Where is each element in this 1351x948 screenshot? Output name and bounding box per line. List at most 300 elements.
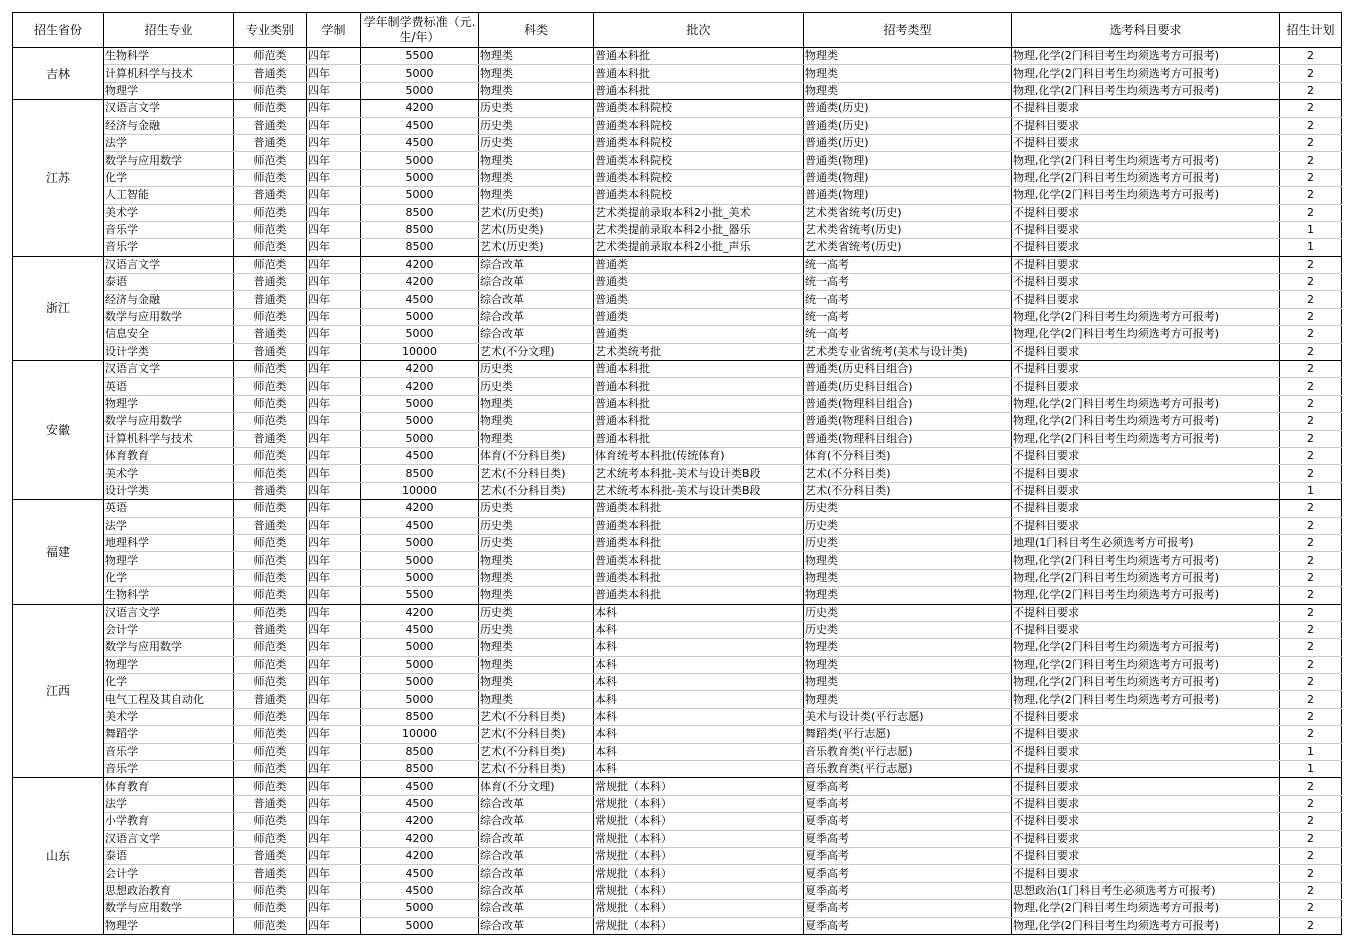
batch-cell: 普通本科批	[594, 430, 804, 447]
batch-cell: 本科	[594, 604, 804, 621]
subject-category-cell: 历史类	[479, 534, 594, 551]
table-row	[13, 239, 1342, 256]
tuition-cell: 8500	[361, 761, 479, 778]
tuition-cell: 4200	[361, 361, 479, 378]
batch-cell: 普通本科批	[594, 48, 804, 65]
tuition-cell: 4200	[361, 500, 479, 517]
duration-cell: 四年	[307, 187, 361, 204]
subject-requirement-cell: 物理,化学(2门科目考生均须选考方可报考)	[1012, 691, 1280, 708]
major-category-cell: 师范类	[234, 378, 307, 395]
major-cell: 泰语	[104, 274, 234, 291]
duration-cell: 四年	[307, 847, 361, 864]
subject-category-cell: 物理类	[479, 82, 594, 99]
major-category-cell: 师范类	[234, 552, 307, 569]
duration-cell: 四年	[307, 413, 361, 430]
batch-cell: 普通本科批	[594, 378, 804, 395]
subject-category-cell: 物理类	[479, 395, 594, 412]
batch-cell: 本科	[594, 621, 804, 638]
subject-requirement-cell: 不提科目要求	[1012, 100, 1280, 117]
tuition-cell: 5000	[361, 674, 479, 691]
major-category-cell: 普通类	[234, 517, 307, 534]
major-category-cell: 普通类	[234, 691, 307, 708]
batch-cell: 本科	[594, 674, 804, 691]
table-row	[13, 361, 1342, 378]
exam-type-cell: 舞蹈类(平行志愿)	[804, 726, 1012, 743]
table-row	[13, 500, 1342, 517]
major-category-cell: 师范类	[234, 708, 307, 725]
table-row	[13, 430, 1342, 447]
subject-category-cell: 艺术(不分科目类)	[479, 482, 594, 499]
duration-cell: 四年	[307, 239, 361, 256]
subject-requirement-cell: 物理,化学(2门科目考生均须选考方可报考)	[1012, 82, 1280, 99]
major-cell: 思想政治教育	[104, 882, 234, 899]
subject-requirement-cell: 不提科目要求	[1012, 239, 1280, 256]
batch-cell: 常规批（本科）	[594, 830, 804, 847]
exam-type-cell: 普通类(物理)	[804, 152, 1012, 169]
duration-cell: 四年	[307, 778, 361, 795]
duration-cell: 四年	[307, 447, 361, 464]
table-row	[13, 587, 1342, 604]
batch-cell: 本科	[594, 708, 804, 725]
exam-type-cell: 艺术类省统考(历史)	[804, 239, 1012, 256]
subject-category-cell: 物理类	[479, 430, 594, 447]
major-category-cell: 普通类	[234, 117, 307, 134]
enrollment-plan-cell: 2	[1280, 169, 1342, 186]
major-category-cell: 师范类	[234, 221, 307, 238]
major-category-cell: 普通类	[234, 274, 307, 291]
major-cell: 汉语言文学	[104, 604, 234, 621]
subject-requirement-cell: 不提科目要求	[1012, 708, 1280, 725]
major-cell: 体育教育	[104, 447, 234, 464]
subject-category-cell: 历史类	[479, 134, 594, 151]
tuition-cell: 5000	[361, 152, 479, 169]
enrollment-plan-cell: 2	[1280, 795, 1342, 812]
major-category-cell: 普通类	[234, 621, 307, 638]
subject-requirement-cell: 物理,化学(2门科目考生均须选考方可报考)	[1012, 308, 1280, 325]
subject-requirement-cell: 地理(1门科目考生必须选考方可报考)	[1012, 534, 1280, 551]
table-row	[13, 917, 1342, 934]
major-category-cell: 师范类	[234, 500, 307, 517]
subject-category-cell: 物理类	[479, 656, 594, 673]
duration-cell: 四年	[307, 291, 361, 308]
subject-requirement-cell: 不提科目要求	[1012, 361, 1280, 378]
enrollment-plan-cell: 2	[1280, 204, 1342, 221]
major-cell: 计算机科学与技术	[104, 430, 234, 447]
exam-type-cell: 物理类	[804, 656, 1012, 673]
enrollment-plan-cell: 2	[1280, 830, 1342, 847]
subject-category-cell: 艺术(历史类)	[479, 239, 594, 256]
major-cell: 生物科学	[104, 587, 234, 604]
major-cell: 化学	[104, 674, 234, 691]
major-cell: 美术学	[104, 708, 234, 725]
tuition-cell: 4200	[361, 830, 479, 847]
major-category-cell: 师范类	[234, 882, 307, 899]
tuition-cell: 8500	[361, 221, 479, 238]
subject-category-cell: 物理类	[479, 413, 594, 430]
batch-cell: 艺术统考本科批-美术与设计类B段	[594, 465, 804, 482]
subject-requirement-cell: 不提科目要求	[1012, 204, 1280, 221]
tuition-cell: 4200	[361, 256, 479, 273]
subject-category-cell: 体育(不分科目类)	[479, 447, 594, 464]
batch-cell: 艺术统考本科批-美术与设计类B段	[594, 482, 804, 499]
subject-category-cell: 历史类	[479, 517, 594, 534]
enrollment-plan-cell: 2	[1280, 447, 1342, 464]
major-cell: 法学	[104, 517, 234, 534]
subject-category-cell: 综合改革	[479, 917, 594, 934]
subject-requirement-cell: 不提科目要求	[1012, 482, 1280, 499]
duration-cell: 四年	[307, 656, 361, 673]
subject-requirement-cell: 物理,化学(2门科目考生均须选考方可报考)	[1012, 48, 1280, 65]
enrollment-plan-cell: 2	[1280, 621, 1342, 638]
exam-type-cell: 历史类	[804, 534, 1012, 551]
batch-cell: 本科	[594, 691, 804, 708]
duration-cell: 四年	[307, 48, 361, 65]
subject-category-cell: 综合改革	[479, 274, 594, 291]
tuition-cell: 5000	[361, 430, 479, 447]
table-row	[13, 82, 1342, 99]
exam-type-cell: 艺术(不分科目类)	[804, 465, 1012, 482]
major-category-cell: 师范类	[234, 778, 307, 795]
subject-requirement-cell: 物理,化学(2门科目考生均须选考方可报考)	[1012, 587, 1280, 604]
col-header-exam-type: 招考类型	[804, 13, 1012, 48]
tuition-cell: 4500	[361, 865, 479, 882]
col-header-enrollment-plan: 招生计划	[1280, 13, 1342, 48]
enrollment-plan-cell: 2	[1280, 534, 1342, 551]
tuition-cell: 8500	[361, 743, 479, 760]
batch-cell: 本科	[594, 761, 804, 778]
subject-category-cell: 综合改革	[479, 900, 594, 917]
admission-plan-table	[12, 12, 1342, 935]
major-cell: 小学教育	[104, 813, 234, 830]
duration-cell: 四年	[307, 534, 361, 551]
batch-cell: 常规批（本科）	[594, 813, 804, 830]
subject-category-cell: 艺术(历史类)	[479, 221, 594, 238]
major-cell: 法学	[104, 795, 234, 812]
subject-category-cell: 艺术(不分科目类)	[479, 708, 594, 725]
table-row	[13, 726, 1342, 743]
major-cell: 计算机科学与技术	[104, 65, 234, 82]
subject-category-cell: 物理类	[479, 169, 594, 186]
subject-category-cell: 物理类	[479, 569, 594, 586]
enrollment-plan-cell: 2	[1280, 134, 1342, 151]
table-row	[13, 65, 1342, 82]
duration-cell: 四年	[307, 100, 361, 117]
major-category-cell: 师范类	[234, 813, 307, 830]
duration-cell: 四年	[307, 152, 361, 169]
major-category-cell: 普通类	[234, 134, 307, 151]
admission-plan-sheet	[12, 12, 1342, 935]
major-category-cell: 师范类	[234, 395, 307, 412]
subject-requirement-cell: 不提科目要求	[1012, 795, 1280, 812]
exam-type-cell: 历史类	[804, 604, 1012, 621]
exam-type-cell: 音乐教育类(平行志愿)	[804, 743, 1012, 760]
enrollment-plan-cell: 2	[1280, 882, 1342, 899]
enrollment-plan-cell: 2	[1280, 691, 1342, 708]
col-header-tuition: 学年制学费标准（元.生/年）	[361, 13, 479, 48]
province-cell: 山东	[13, 778, 104, 935]
duration-cell: 四年	[307, 343, 361, 360]
duration-cell: 四年	[307, 378, 361, 395]
subject-requirement-cell: 不提科目要求	[1012, 726, 1280, 743]
tuition-cell: 5000	[361, 656, 479, 673]
major-category-cell: 师范类	[234, 100, 307, 117]
enrollment-plan-cell: 2	[1280, 604, 1342, 621]
subject-requirement-cell: 不提科目要求	[1012, 221, 1280, 238]
duration-cell: 四年	[307, 726, 361, 743]
enrollment-plan-cell: 1	[1280, 221, 1342, 238]
subject-requirement-cell: 物理,化学(2门科目考生均须选考方可报考)	[1012, 413, 1280, 430]
major-cell: 音乐学	[104, 761, 234, 778]
table-row	[13, 308, 1342, 325]
batch-cell: 普通本科批	[594, 395, 804, 412]
batch-cell: 艺术类提前录取本科2小批_声乐	[594, 239, 804, 256]
tuition-cell: 5000	[361, 569, 479, 586]
exam-type-cell: 普通类(物理)	[804, 169, 1012, 186]
major-category-cell: 师范类	[234, 82, 307, 99]
exam-type-cell: 艺术(不分科目类)	[804, 482, 1012, 499]
subject-requirement-cell: 不提科目要求	[1012, 378, 1280, 395]
tuition-cell: 5000	[361, 308, 479, 325]
subject-requirement-cell: 不提科目要求	[1012, 761, 1280, 778]
table-row	[13, 639, 1342, 656]
batch-cell: 艺术类提前录取本科2小批_美术	[594, 204, 804, 221]
enrollment-plan-cell: 2	[1280, 726, 1342, 743]
subject-category-cell: 综合改革	[479, 830, 594, 847]
subject-requirement-cell: 物理,化学(2门科目考生均须选考方可报考)	[1012, 169, 1280, 186]
duration-cell: 四年	[307, 569, 361, 586]
subject-requirement-cell: 物理,化学(2门科目考生均须选考方可报考)	[1012, 552, 1280, 569]
batch-cell: 普通类本科批	[594, 517, 804, 534]
major-category-cell: 师范类	[234, 656, 307, 673]
duration-cell: 四年	[307, 795, 361, 812]
tuition-cell: 5000	[361, 187, 479, 204]
batch-cell: 普通类本科批	[594, 500, 804, 517]
major-category-cell: 普通类	[234, 795, 307, 812]
duration-cell: 四年	[307, 256, 361, 273]
subject-requirement-cell: 不提科目要求	[1012, 291, 1280, 308]
tuition-cell: 4500	[361, 134, 479, 151]
major-category-cell: 师范类	[234, 900, 307, 917]
exam-type-cell: 夏季高考	[804, 830, 1012, 847]
major-cell: 舞蹈学	[104, 726, 234, 743]
batch-cell: 普通类	[594, 256, 804, 273]
enrollment-plan-cell: 2	[1280, 708, 1342, 725]
enrollment-plan-cell: 2	[1280, 117, 1342, 134]
major-category-cell: 师范类	[234, 204, 307, 221]
table-row	[13, 465, 1342, 482]
major-category-cell: 师范类	[234, 447, 307, 464]
enrollment-plan-cell: 2	[1280, 656, 1342, 673]
subject-requirement-cell: 不提科目要求	[1012, 274, 1280, 291]
subject-requirement-cell: 不提科目要求	[1012, 447, 1280, 464]
subject-requirement-cell: 物理,化学(2门科目考生均须选考方可报考)	[1012, 326, 1280, 343]
major-category-cell: 师范类	[234, 743, 307, 760]
enrollment-plan-cell: 2	[1280, 361, 1342, 378]
col-header-subject-category: 科类	[479, 13, 594, 48]
enrollment-plan-cell: 2	[1280, 378, 1342, 395]
major-cell: 数学与应用数学	[104, 152, 234, 169]
exam-type-cell: 夏季高考	[804, 847, 1012, 864]
table-row	[13, 482, 1342, 499]
tuition-cell: 4500	[361, 621, 479, 638]
enrollment-plan-cell: 2	[1280, 569, 1342, 586]
exam-type-cell: 普通类(历史科目组合)	[804, 361, 1012, 378]
subject-category-cell: 历史类	[479, 117, 594, 134]
exam-type-cell: 夏季高考	[804, 900, 1012, 917]
major-cell: 音乐学	[104, 239, 234, 256]
subject-requirement-cell: 不提科目要求	[1012, 847, 1280, 864]
major-cell: 化学	[104, 569, 234, 586]
batch-cell: 普通类本科院校	[594, 169, 804, 186]
major-cell: 会计学	[104, 621, 234, 638]
exam-type-cell: 普通类(历史)	[804, 117, 1012, 134]
subject-category-cell: 综合改革	[479, 795, 594, 812]
duration-cell: 四年	[307, 465, 361, 482]
table-row	[13, 117, 1342, 134]
major-cell: 设计学类	[104, 343, 234, 360]
province-cell: 江西	[13, 604, 104, 778]
major-category-cell: 师范类	[234, 917, 307, 934]
subject-category-cell: 物理类	[479, 691, 594, 708]
tuition-cell: 5500	[361, 48, 479, 65]
tuition-cell: 5000	[361, 65, 479, 82]
subject-requirement-cell: 物理,化学(2门科目考生均须选考方可报考)	[1012, 65, 1280, 82]
col-header-major: 招生专业	[104, 13, 234, 48]
exam-type-cell: 普通类(历史)	[804, 100, 1012, 117]
exam-type-cell: 夏季高考	[804, 865, 1012, 882]
tuition-cell: 4500	[361, 882, 479, 899]
tuition-cell: 5000	[361, 917, 479, 934]
major-category-cell: 师范类	[234, 761, 307, 778]
table-row	[13, 152, 1342, 169]
duration-cell: 四年	[307, 274, 361, 291]
major-category-cell: 普通类	[234, 65, 307, 82]
major-cell: 数学与应用数学	[104, 308, 234, 325]
major-cell: 物理学	[104, 656, 234, 673]
subject-category-cell: 历史类	[479, 604, 594, 621]
enrollment-plan-cell: 2	[1280, 152, 1342, 169]
batch-cell: 普通类	[594, 326, 804, 343]
tuition-cell: 8500	[361, 465, 479, 482]
subject-category-cell: 物理类	[479, 552, 594, 569]
table-row	[13, 743, 1342, 760]
tuition-cell: 4500	[361, 447, 479, 464]
table-row	[13, 847, 1342, 864]
enrollment-plan-cell: 2	[1280, 48, 1342, 65]
tuition-cell: 4500	[361, 117, 479, 134]
subject-category-cell: 综合改革	[479, 291, 594, 308]
subject-category-cell: 综合改革	[479, 865, 594, 882]
col-header-duration: 学制	[307, 13, 361, 48]
subject-category-cell: 物理类	[479, 65, 594, 82]
exam-type-cell: 统一高考	[804, 291, 1012, 308]
duration-cell: 四年	[307, 430, 361, 447]
enrollment-plan-cell: 2	[1280, 256, 1342, 273]
table-row	[13, 882, 1342, 899]
enrollment-plan-cell: 2	[1280, 587, 1342, 604]
major-cell: 汉语言文学	[104, 830, 234, 847]
duration-cell: 四年	[307, 482, 361, 499]
subject-requirement-cell: 不提科目要求	[1012, 865, 1280, 882]
major-cell: 会计学	[104, 865, 234, 882]
duration-cell: 四年	[307, 361, 361, 378]
subject-category-cell: 历史类	[479, 378, 594, 395]
duration-cell: 四年	[307, 552, 361, 569]
duration-cell: 四年	[307, 117, 361, 134]
subject-requirement-cell: 物理,化学(2门科目考生均须选考方可报考)	[1012, 395, 1280, 412]
duration-cell: 四年	[307, 221, 361, 238]
tuition-cell: 4200	[361, 378, 479, 395]
major-cell: 法学	[104, 134, 234, 151]
batch-cell: 普通类本科院校	[594, 134, 804, 151]
major-category-cell: 普通类	[234, 187, 307, 204]
major-cell: 汉语言文学	[104, 100, 234, 117]
table-row	[13, 517, 1342, 534]
tuition-cell: 10000	[361, 726, 479, 743]
tuition-cell: 4200	[361, 813, 479, 830]
duration-cell: 四年	[307, 691, 361, 708]
subject-requirement-cell: 物理,化学(2门科目考生均须选考方可报考)	[1012, 917, 1280, 934]
table-row	[13, 187, 1342, 204]
major-category-cell: 师范类	[234, 48, 307, 65]
subject-category-cell: 历史类	[479, 100, 594, 117]
duration-cell: 四年	[307, 134, 361, 151]
tuition-cell: 5000	[361, 639, 479, 656]
table-row	[13, 813, 1342, 830]
major-cell: 设计学类	[104, 482, 234, 499]
exam-type-cell: 普通类(物理科目组合)	[804, 413, 1012, 430]
batch-cell: 普通类本科批	[594, 569, 804, 586]
duration-cell: 四年	[307, 587, 361, 604]
col-header-major-category: 专业类别	[234, 13, 307, 48]
table-row	[13, 169, 1342, 186]
table-row	[13, 447, 1342, 464]
table-row	[13, 674, 1342, 691]
major-cell: 地理科学	[104, 534, 234, 551]
enrollment-plan-cell: 2	[1280, 395, 1342, 412]
duration-cell: 四年	[307, 900, 361, 917]
major-category-cell: 师范类	[234, 569, 307, 586]
duration-cell: 四年	[307, 813, 361, 830]
subject-requirement-cell: 不提科目要求	[1012, 743, 1280, 760]
subject-requirement-cell: 物理,化学(2门科目考生均须选考方可报考)	[1012, 639, 1280, 656]
major-category-cell: 普通类	[234, 482, 307, 499]
subject-requirement-cell: 不提科目要求	[1012, 517, 1280, 534]
batch-cell: 普通本科批	[594, 82, 804, 99]
province-cell: 浙江	[13, 256, 104, 360]
table-row	[13, 621, 1342, 638]
subject-category-cell: 物理类	[479, 152, 594, 169]
subject-category-cell: 物理类	[479, 587, 594, 604]
tuition-cell: 8500	[361, 708, 479, 725]
table-row	[13, 291, 1342, 308]
major-cell: 信息安全	[104, 326, 234, 343]
exam-type-cell: 统一高考	[804, 274, 1012, 291]
subject-requirement-cell: 不提科目要求	[1012, 621, 1280, 638]
table-row	[13, 343, 1342, 360]
tuition-cell: 5500	[361, 587, 479, 604]
major-cell: 物理学	[104, 82, 234, 99]
enrollment-plan-cell: 2	[1280, 674, 1342, 691]
table-row	[13, 569, 1342, 586]
major-cell: 人工智能	[104, 187, 234, 204]
enrollment-plan-cell: 2	[1280, 274, 1342, 291]
batch-cell: 常规批（本科）	[594, 882, 804, 899]
duration-cell: 四年	[307, 517, 361, 534]
table-row	[13, 134, 1342, 151]
major-category-cell: 师范类	[234, 534, 307, 551]
enrollment-plan-cell: 2	[1280, 813, 1342, 830]
